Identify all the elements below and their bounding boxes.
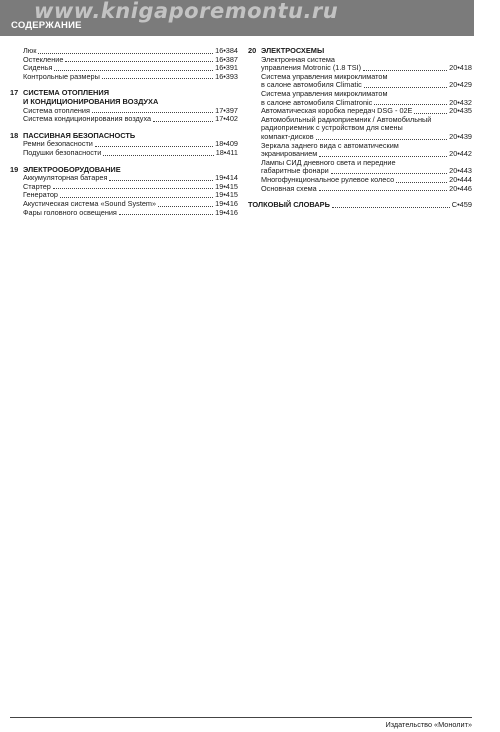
toc-entry-label-line: Система управления микроклиматом [261,71,388,81]
toc-entry-last-line [261,185,449,194]
toc-entry-label: Люк [23,46,37,55]
toc-entry-text [23,149,216,158]
toc-entry-page: 20•442 [449,149,472,159]
toc-entry-page: 16•391 [215,63,238,73]
toc-entry-label: Фары головного освещения [23,207,117,217]
toc-continued-items [23,47,238,81]
toc-section-title-line: И КОНДИЦИОНИРОВАНИЯ ВОЗДУХА [23,96,159,106]
toc-left-sections [10,89,238,217]
toc-entry-page: 18•409 [215,139,238,149]
toc-entry-label: Подушки безопасности [23,147,102,157]
toc-entry-page: 19•416 [215,198,238,208]
toc-glossary-label: ТОЛКОВЫЙ СЛОВАРЬ [248,200,330,210]
toc-entry-label: Контрольные размеры [23,71,100,81]
toc-entry-label-line: в салоне автомобиля Climatic [261,80,362,90]
leader-dots [316,138,448,140]
toc-entry-page: 17•397 [215,105,238,115]
leader-dots [331,172,447,174]
toc-entry[interactable] [261,142,472,159]
toc-entry-page: 19•415 [215,181,238,191]
toc-entry-multiline [261,90,449,107]
leader-dots [109,179,213,181]
leader-dots [60,196,213,198]
toc-section-title-line: СИСТЕМА ОТОПЛЕНИЯ [23,88,110,98]
leader-dots [153,120,213,122]
toc-entry-text [23,209,215,218]
toc-entry-text [23,115,215,124]
watermark: www.knigaporemontu.ru [34,0,339,23]
toc-entry-page: 19•415 [215,190,238,200]
leader-dots [92,111,213,113]
toc-entry-multiline [261,56,449,73]
toc-entry-page: 16•387 [215,54,238,64]
toc-entry-page: 20•443 [449,166,472,176]
toc-entry-label-line: Система управления микроклиматом [261,88,388,98]
toc-entry[interactable] [23,115,238,124]
leader-dots [102,77,213,79]
toc-section [10,132,238,158]
toc-entry-page: 16•384 [215,46,238,55]
leader-dots [396,181,447,183]
toc-entry-label-line: Лампы СИД дневного света и передние [261,157,396,167]
toc-entry-multiline [261,185,449,194]
toc-entry-label: Генератор [23,190,58,200]
toc-entry[interactable] [23,174,238,183]
toc-entry-text [23,174,215,183]
toc-entry-page: 20•439 [449,131,472,141]
leader-dots [54,69,213,71]
toc-entry-multiline [261,142,449,159]
page-title: СОДЕРЖАНИЕ [11,20,82,31]
toc-entry-label-line: Многофункциональное рулевое колесо [261,174,395,184]
toc-section-items [23,174,238,217]
toc-entry-label [261,116,449,133]
toc-entry-page: 20•435 [449,106,472,116]
toc-entry-label: Стартер [23,181,51,191]
toc-section [248,47,472,193]
toc-entry[interactable] [23,56,238,65]
leader-dots [414,112,447,114]
leader-dots [319,155,447,157]
toc-section-items [23,107,238,124]
toc-entry-label: Аккумуляторная батарея [23,173,108,183]
toc-entry-multiline [261,116,449,142]
publisher-name: Издательство «Монолит» [385,720,472,729]
toc-entry-page: 20•429 [449,80,472,90]
leader-dots [103,154,213,156]
leader-dots [119,213,213,215]
toc-entry-label-line: радиоприемник с устройством для смены [261,123,403,133]
toc-entry-label-line: в салоне автомобиля Climatronic [261,97,373,107]
toc-entry-page: 19•416 [215,207,238,217]
toc-entry-page: 16•393 [215,71,238,81]
toc-entry-page: 17•402 [215,114,238,124]
toc-entry-label-line: Автоматическая коробка передач DSG - 02E [261,106,413,116]
toc-section-heading[interactable] [10,89,238,106]
leader-dots [53,187,213,189]
toc-entry-label-line: Зеркала заднего вида с автоматическим [261,140,399,150]
toc-entry-label: Остекление [23,54,64,64]
page-header [0,0,474,36]
leader-dots [65,60,213,62]
footer-rule [10,717,472,718]
toc-glossary-page: С•459 [451,200,472,210]
toc-entry[interactable] [261,90,472,107]
toc-entry[interactable] [261,73,472,90]
toc-section [10,89,238,123]
toc-entry-label-line: управления Motronic (1.8 TSI) [261,63,362,73]
toc-entry[interactable] [261,185,472,194]
toc-entry[interactable] [23,73,238,82]
toc-entry-page: 20•432 [449,97,472,107]
toc-entry[interactable] [23,209,238,218]
toc-entry[interactable] [261,159,472,176]
toc-section-number: 20 [248,46,257,55]
toc-entry-label: Система отопления [23,105,90,115]
toc-entry-page: 20•446 [449,183,472,193]
toc-section-title-line: ЭЛЕКТРООБОРУДОВАНИЕ [23,164,121,174]
toc-section-title [23,89,238,106]
toc-entry-label-line: компакт-дисков [261,131,314,141]
toc-entry-label-line: габаритные фонари [261,166,329,176]
leader-dots [364,86,447,88]
toc-entry-label-line: Электронная система [261,54,335,64]
toc-entry[interactable] [261,56,472,73]
toc-entry-label: Система кондиционирования воздуха [23,114,152,124]
toc-section-number: 17 [10,88,19,98]
toc-entry-page: 20•418 [449,63,472,73]
leader-dots [374,103,447,105]
leader-dots [363,69,447,71]
toc-entry-text [23,73,215,82]
toc-entry-multiline [261,159,449,176]
toc-section-title-line: ПАССИВНАЯ БЕЗОПАСНОСТЬ [23,130,136,140]
toc-entry-label: Ремни безопасности [23,139,93,149]
toc-entry-page: 20•444 [449,174,472,184]
toc-entry-label-line: экранированием [261,149,318,159]
toc-entry-multiline [261,73,449,90]
toc-entry-label-line: Автомобильный радиоприемник / Автомобильный [261,114,432,124]
toc-entry-label-line: Основная схема [261,183,317,193]
toc-glossary-entry[interactable] [248,201,472,210]
leader-dots [95,145,213,147]
toc-section-number: 19 [10,164,19,174]
leader-dots [332,206,450,208]
toc-entry-page: 19•414 [215,173,238,183]
toc-right-column [248,47,472,210]
toc-section-items [23,140,238,157]
toc-section-items [261,56,472,194]
toc-section [10,166,238,218]
leader-dots [38,52,213,54]
toc-entry-label: Сиденья [23,63,53,73]
leader-dots [319,189,447,191]
toc-section-number: 18 [10,130,19,140]
leader-dots [158,205,213,207]
toc-entry[interactable] [261,116,472,142]
toc-entry-page: 18•411 [215,147,238,157]
toc-left-column [10,47,238,225]
toc-section-20 [248,47,472,193]
toc-section-title-line: ЭЛЕКТРОСХЕМЫ [261,46,325,55]
toc-entry[interactable] [23,149,238,158]
toc-entry-label: Акустическая система «Sound System» [23,198,157,208]
